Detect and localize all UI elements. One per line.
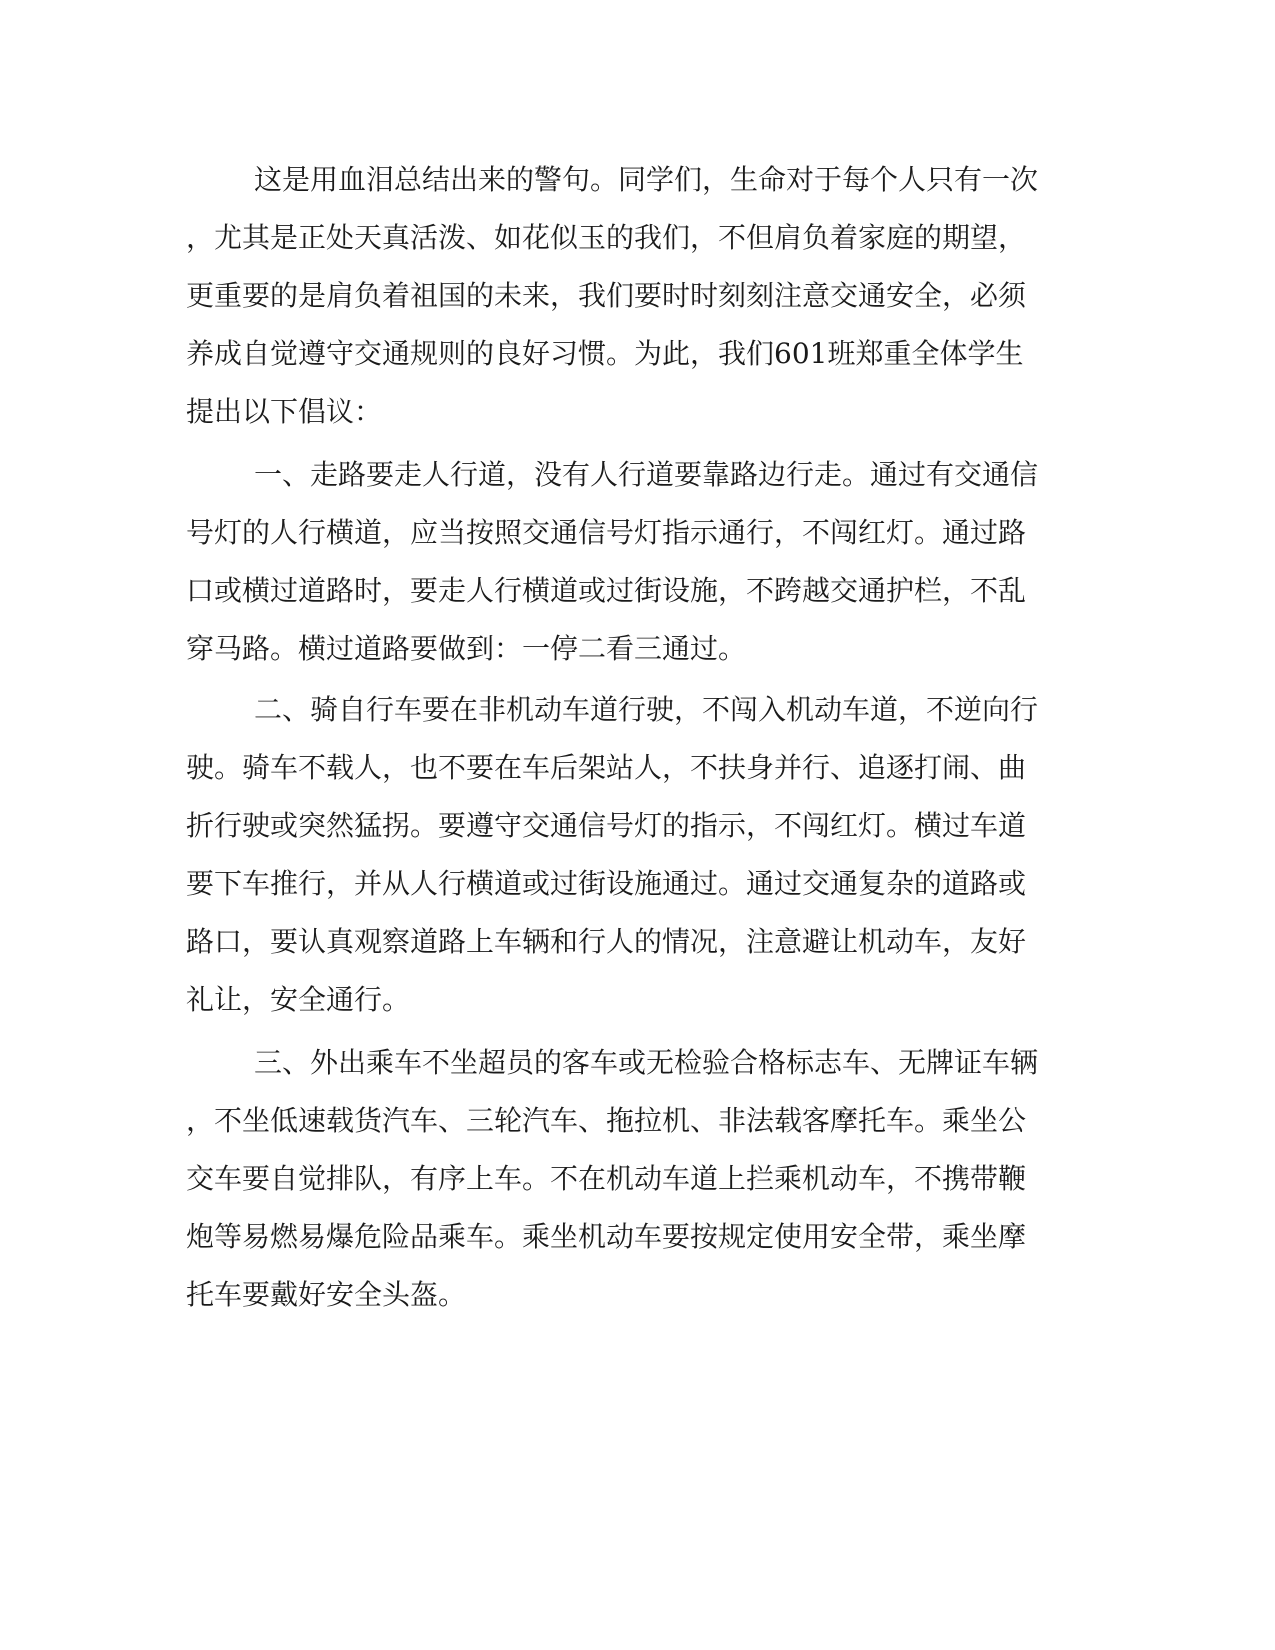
- paragraph-3-line-4: 要下车推行，并从人行横道或过街设施通过。通过交通复杂的道路或: [186, 867, 1027, 900]
- paragraph-2-line-1: 一、走路要走人行道，没有人行道要靠路边行走。通过有交通信: [254, 458, 1039, 491]
- paragraph-1-line-1: 这是用血泪总结出来的警句。同学们，生命对于每个人只有一次: [254, 163, 1039, 196]
- paragraph-4-line-1: 三、外出乘车不坐超员的客车或无检验合格标志车、无牌证车辆: [254, 1046, 1039, 1079]
- paragraph-3-line-6: 礼让，安全通行。: [186, 983, 411, 1016]
- paragraph-3-line-1: 二、骑自行车要在非机动车道行驶，不闯入机动车道，不逆向行: [254, 693, 1039, 726]
- paragraph-1-line-3: 更重要的是肩负着祖国的未来，我们要时时刻刻注意交通安全，必须: [186, 279, 1027, 312]
- paragraph-4-line-2: ，不坐低速载货汽车、三轮汽车、拖拉机、非法载客摩托车。乘坐公: [186, 1104, 1027, 1137]
- paragraph-1-line-5: 提出以下倡议：: [186, 395, 383, 428]
- paragraph-1-line-4: 养成自觉遵守交通规则的良好习惯。为此，我们601班郑重全体学生: [186, 337, 1024, 370]
- paragraph-4-line-5: 托车要戴好安全头盔。: [186, 1278, 467, 1311]
- paragraph-2-line-2: 号灯的人行横道，应当按照交通信号灯指示通行，不闯红灯。通过路: [186, 516, 1027, 549]
- paragraph-1-line-2: ，尤其是正处天真活泼、如花似玉的我们，不但肩负着家庭的期望，: [186, 221, 1027, 254]
- paragraph-3-line-3: 折行驶或突然猛拐。要遵守交通信号灯的指示，不闯红灯。横过车道: [186, 809, 1027, 842]
- paragraph-2-line-4: 穿马路。横过道路要做到：一停二看三通过。: [186, 632, 747, 665]
- paragraph-4-line-3: 交车要自觉排队，有序上车。不在机动车道上拦乘机动车，不携带鞭: [186, 1162, 1027, 1195]
- paragraph-3-line-5: 路口，要认真观察道路上车辆和行人的情况，注意避让机动车，友好: [186, 925, 1027, 958]
- paragraph-2-line-3: 口或横过道路时，要走人行横道或过街设施，不跨越交通护栏，不乱: [186, 574, 1027, 607]
- paragraph-3-line-2: 驶。骑车不载人，也不要在车后架站人，不扶身并行、追逐打闹、曲: [186, 751, 1027, 784]
- paragraph-4-line-4: 炮等易燃易爆危险品乘车。乘坐机动车要按规定使用安全带，乘坐摩: [186, 1220, 1027, 1253]
